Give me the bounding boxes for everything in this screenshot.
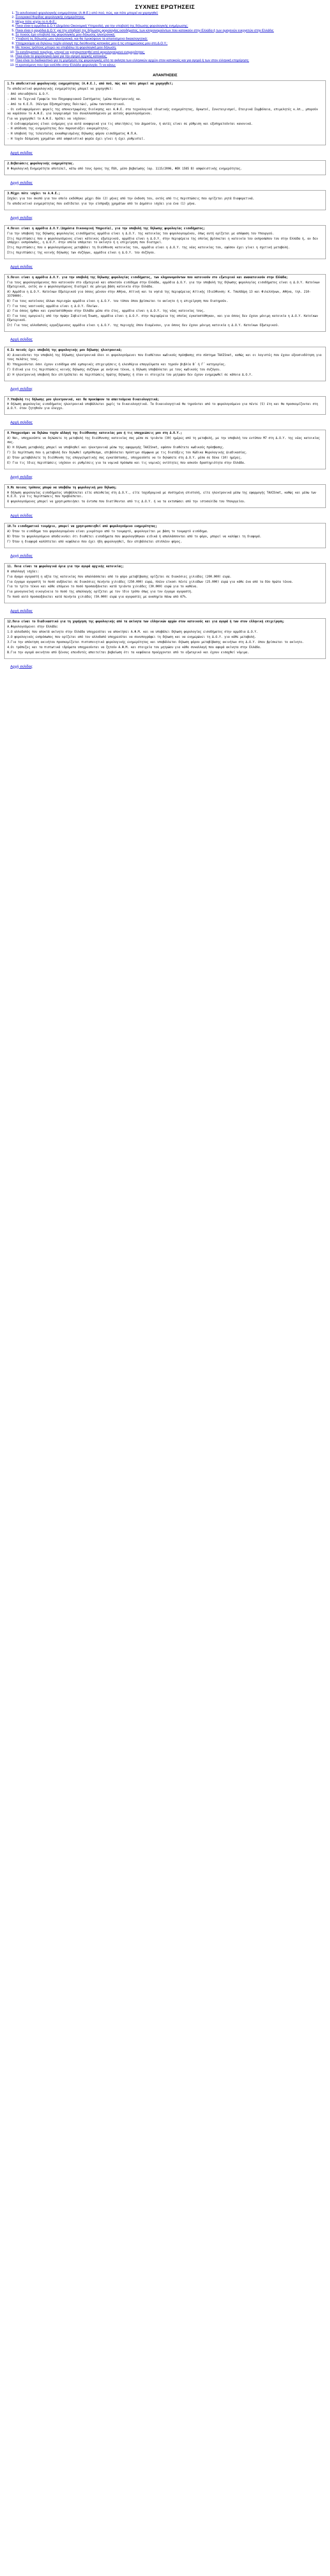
answer-question: 7.Υποβολή τις δήλωσης μου ηλεκτρονικά, και θα προκύψουν τα απαιτούμενα δικαιολογητικά; — [7, 398, 159, 401]
toc-item — [15, 15, 326, 20]
toc-link[interactable]: Συνοριακοί θυρίδας φορολογικής ενημερότητας. — [15, 15, 85, 20]
answer-text: Α) Αρμόδια η Δ.Ο.Υ. Κατοίκων Εξωτερικού για όσους μένουν στην Αθήνα, Αττική και τα νησιά της περιφέρειας Αττικής (διεύθυνση: Κ. Τσαλδάρη 13 και Φιλελλήνων, Αθήνα, τηλ. 210-3379000). — [7, 290, 311, 298]
answer-text: Στις περιπτώσεις που ο φορολογούμενος μεταβάλει τη διεύθυνση κατοικίας του, αρμόδια είναι η Δ.Ο.Υ. της νέας κατοικίας του, εφόσον έχει γίνει η σχετική μεταβολή. — [7, 246, 290, 250]
toc-item — [15, 29, 326, 33]
answer-text: Για να χορηγηθεί το Α.Φ.Ε. πρέπει να ισχύουν: — [7, 117, 87, 121]
answer-text: - Από οποιαδήποτε Δ.Ο.Υ. — [7, 93, 50, 96]
answer-text: Το ποσό αυτό προσαυξάνεται κατά πενήντα χιλιάδες (50.000) ευρώ για αγοραστές με αναπηρία πάνω από 67%. — [7, 596, 188, 599]
toc-link[interactable]: Υποβολή τις δήλωσης μου ηλεκτρονικά, και θα προκύψουν τα απαιτούμενα δικαιολογητικά; — [15, 37, 148, 41]
answers-list — [4, 80, 326, 668]
toc-link[interactable]: Το εισοδηματικό τεκμήριο, μπορεί να χρησιμοποιηθεί από φορολογούμενο ενημερότητας; — [15, 50, 145, 54]
answer-text: - Από τα Κ.Ε.Π. (Κέντρα Εξυπηρέτησης Πολιτών), μέσω ταυτοποιητικού. — [7, 103, 126, 106]
toc-link[interactable]: Σε ποιούς έχει υποβολή της φορολογικής μου δήλωσης ηλεκτρονικά; — [15, 33, 116, 37]
toc-link[interactable]: Η κρατούμενη που έχει εισέλθει στην Ελλάδα φορολογία. Τι να κάνω; — [15, 63, 116, 67]
answer-text: Δ) Η ηλεκτρονική υποβολή δεν επιτρέπεται σε περιπτώσεις πρώτης δήλωσης ή όταν οι στοιχεία του μητρώου δεν έχουν ενημερωθεί σε κάποια Δ.Ο.Υ. — [7, 373, 253, 377]
answer-text: Δ) Για όσους ήρθαν και εγκαταστάθηκαν στην Ελλάδα μέσα στο έτος, αρμόδια είναι η Δ.Ο.Υ. της νέας κατοικίας τους. — [7, 310, 205, 313]
back-to-top-link[interactable]: Αρχή σελίδας — [10, 608, 33, 614]
answer-text: Για μονογονεϊκή οικογένεια το ποσό της απαλλαγής ορίζεται με τον ίδιο τρόπο όπως για τον έγγαμο αγοραστή. — [7, 590, 193, 594]
back-to-top-link[interactable]: Αρχή σελίδας — [10, 513, 33, 518]
back-to-top-link[interactable]: Αρχή σελίδας — [10, 664, 33, 669]
answer-text: Γ) Όταν η διαφορά καλύπτεται από κεφάλαιο που έχει ήδη φορολογηθεί, δεν επιβάλλεται επιπλέον φόρος. — [7, 540, 182, 544]
answer-text: Β) Υποχρεούνται όσοι έχουν εισόδημα από εμπορικές επιχειρήσεις ή ελευθέρια επαγγέλματα και τηρούν βιβλία Β΄ ή Γ΄ κατηγορίας. — [7, 363, 226, 366]
answer-question: 9.Με ποιους τρόπους μπορώ να υποβάλω τη φορολογική μου δήλωση; — [7, 486, 117, 489]
answer-box — [4, 430, 326, 469]
answers-heading: ΑΠΑΝΤΗΣΕΙΣ — [153, 73, 177, 78]
answer-box — [4, 523, 326, 548]
answer-box — [4, 396, 326, 415]
toc-link[interactable]: Ποιοι είναι η αρμόδια Δ.Ο.Υ.(Δημόσια Οικονομική Υπηρεσία), για την υποβολή της δήλωσης φορολογικής ενημέρωσης; — [15, 24, 188, 28]
toc-item — [15, 46, 326, 50]
answer-text: Γ) Σε περίπτωση που η μεταβολή δεν δηλωθεί εμπρόθεσμα, επιβάλλεται πρόστιμο σύμφωνα με τις διατάξεις του Κώδικα Φορολογικής Διαδικασίας. — [7, 451, 248, 454]
answer-box — [4, 563, 326, 603]
toc-item — [15, 59, 326, 63]
answer-text: Γ) Ειδικά για τις περιπτώσεις κοινής δήλωσης συζύγων με ανήλικα τέκνα, η δήλωση υποβάλλεται με τους κωδικούς του συζύγου. — [7, 368, 221, 371]
answer-question: 3.Μέχρι πότε ισχύει το Α.Φ.Ε.; — [7, 192, 60, 195]
answer-text: Η δήλωση φορολογίας εισοδήματος ηλεκτρονικά υποβάλλεται χωρίς τα δικαιολογητικά. Τα δικαιολογητικά θα τηρούνται από το φορολογούμενο για πέντε (5) έτη και θα προσκομίζονται στη Δ.Ο.Υ. όταν ζητηθούν για έλεγχο. — [7, 403, 318, 411]
answer-question: 1.Το αποδεικτικό φορολογικής ενημερότητας (Α.Φ.Ε.), από πού, πώς και πότε μπορεί να χορηγηθεί; — [7, 82, 173, 86]
back-to-top-link[interactable]: Αρχή σελίδας — [10, 180, 33, 185]
answer-box — [4, 274, 326, 332]
answer-text: Α) Ναι, υποχρεούστε να δηλώσετε τη μεταβολή της διεύθυνσης κατοικίας σας μέσα σε τριάντα (30) ημέρες από τη μεταβολή, με την υποβολή του εντύπου Μ7 στη Δ.Ο.Υ. της νέας κατοικίας σας. — [7, 437, 320, 445]
toc-item — [15, 24, 326, 28]
back-to-top-link[interactable]: Αρχή σελίδας — [10, 150, 33, 156]
answer-text: 3.Για την απόκτηση ακινήτου προσκομίζεται πιστοποιητικό φορολογικής ενημερότητας και υποβάλλεται δήλωση φόρου μεταβίβασης ακινήτων στη Δ.Ο.Υ. όπου βρίσκεται το ακίνητο. — [7, 640, 304, 644]
answer-text: - Η υποβολή της τελευταίας εκκαθαρισμένης δήλωσης φόρου εισοδήματος Φ.Π.Α. — [7, 132, 138, 136]
answer-text: Η δήλωση φορολογίας εισοδήματος υποβάλλεται είτε απευθείας στη Δ.Ο.Υ., είτε ταχυδρομικά με συστημένη επιστολή, είτε ηλεκτρονικά μέσω της εφαρμογής TAXISnet, καθώς και μέσω των Κ.Ε.Π. για τις περιπτώσεις που προβλέπεται. — [7, 491, 317, 499]
answer-text: Ε) Για τις ίδιες περιπτώσεις ισχύουν οι ρυθμίσεις για τα νομικά πρόσωπα και τις νομικές οντότητες που ασκούν δραστηριότητα στην Ελλάδα. — [7, 461, 246, 465]
answer-text: 1.Ο αλλοδαπός που αποκτά ακίνητο στην Ελλάδα υποχρεούται να αποκτήσει Α.Φ.Μ. και να υποβάλει δήλωση φορολογίας εισοδήματος στην αρμόδια Δ.Ο.Υ. — [7, 631, 258, 634]
answer-box — [4, 347, 326, 381]
answer-text: Για άγαμο αγοραστή η αξία της κατοικίας που απαλλάσσεται από το φόρο μεταβίβασης ορίζεται σε διακόσιες χιλιάδες (200.000) ευρώ. — [7, 575, 232, 579]
answer-text: - Οι ενδιαφερόμενοι φορείς της αποκεντρωμένης διοίκησης και Α.Φ.Ε. στα τεχνολογικά ιδιωτικής ενημερότητας, Ορκωτοί, Συνεταιρισμοί, Εταιρικά Συμβόλαια, επιμελητές κ.λπ., μπορούν να καρέσουν το Α.Φ.Ε. για λογαριασμό του συναλλασσόμενου με αυτούς φορολογούμενου. — [7, 108, 318, 115]
answer-text: Α) Όταν το εισόδημα του φορολογουμένου είναι μικρότερο από το τεκμαρτό, φορολογείται με βάση το τεκμαρτό εισόδημα. — [7, 530, 209, 534]
answer-text: Το αποδεικτικό ενημερότητας που εκδίδεται για την είσπραξη χρημάτων από το Δημόσιο ισχύει για ένα (1) μήνα. — [7, 202, 196, 206]
toc-link[interactable]: Ποιοι είναι η αρμόδια Δ.Ο.Υ. για την υποβολή της δήλωσης φορολογίας εισοδήματος, των κληρονομούντων που κατοικούν στην Ελλάδα ή των ομογενών ευεργετών στην Ελλάδα; — [15, 28, 274, 32]
answer-text: - Η τυχόν δέσμευση χρημάτων από ασφαλιστικό φορέα έχει γίνει ή έχει ρυθμιστεί. — [7, 138, 145, 141]
back-to-top-link[interactable]: Αρχή σελίδας — [10, 215, 33, 220]
answer-text: - Από τα Τεχνικά Γραφεία του Πληροφοριακού Συστήματος (μέσω Ηλεκτρονικής κα. — [7, 98, 142, 101]
answer-box — [4, 80, 326, 145]
toc-item — [15, 42, 326, 46]
answer-box — [4, 484, 326, 509]
answer-box — [4, 225, 326, 259]
toc-link[interactable]: Ποιο είναι το διαδικαστικό για τη χορήγηση της φορολογικής από τα ακίνητα των ελληνικών αρχών στον κατοικούς και για αγορά ή των στον ελληνική επιχείρηση; — [15, 59, 250, 63]
answer-question: 10.Το εισοδηματικό τεκμήριο, μπορεί να χρησιμοποιηθεί από φορολογούμενο ενημερότητας; — [7, 525, 158, 529]
answer-text: Β.Για την αγορά ακινήτου από ξένους επενδυτές απαιτείται βεβαίωση ότι τα κεφάλαια προέρχονται από το εξωτερικό και έχουν εισαχθεί νόμιμα. — [7, 651, 250, 654]
answer-question: 4.Ποιοι είναι η αρμόδια Δ.Ο.Υ.(Δημόσια Οικονομική Υπηρεσία), για την υποβολή της δήλωσης φορολογίας εισοδήματος; — [7, 227, 205, 230]
answer-text: Στις περιπτώσεις που ο φορολογούμενος είναι κάτοικος εξωτερικού, αρμόδια είναι η Δ.Ο.Υ. στην περιφέρεια της οποίας βρίσκεται η κατοικία του εκπροσώπου του στην Ελλάδα ή, αν δεν υπάρχει εκπρόσωπος, η Δ.Ο.Υ. στην οποία υπάγεται το ακίνητο ή η επιχείρηση που διατηρεί. — [7, 237, 318, 245]
back-to-top-link[interactable]: Αρχή σελίδας — [10, 553, 33, 558]
toc-link[interactable]: Ποια είναι τα φορολογικά όρια για την αγορά αρχικής κατοικίας; — [15, 55, 107, 59]
answer-text: 4.Οι τράπεζες και τα πιστωτικά ιδρύματα υποχρεούνται να ζητούν Α.Φ.Μ. και στοιχεία του μητρώου για κάθε συναλλαγή που αφορά ακίνητα στην Ελλάδα. — [7, 646, 262, 649]
answer-text: Β) Η δήλωση μεταβολής μπορεί να υποβληθεί και ηλεκτρονικά μέσω της εφαρμογής TAXISnet, εφόσον διαθέτετε κωδικούς πρόσβασης. — [7, 446, 225, 449]
answer-question: 12.Ποιο είναι το διαδικαστικό για τη χορήγηση της φορολογικής από τα ακίνητα των ελληνικών αρχών στον κατοικούς και για αγορά ή των στον ελληνική επιχείρηση; — [7, 620, 285, 624]
answer-text: - Η απόδοση της ενημερότητας δεν παρουσιάζει εκκρεμότητες. — [7, 127, 110, 131]
answer-text: Για την υποβολή της δήλωσης φορολογίας εισοδήματος αρμόδια είναι η Δ.Ο.Υ. της κατοικίας του φορολογουμένου, όπως αυτή ορίζεται με απόφαση του Υπουργού. — [7, 232, 274, 235]
back-to-top-link[interactable]: Αρχή σελίδας — [10, 386, 33, 391]
answer-text: Για τους φορολογούμενους που κατοικούν στο εξωτερικό και αποκτούν εισόδημα στην Ελλάδα, αρμόδια Δ.Ο.Υ. για την υποβολή της δήλωσης φορολογίας εισοδήματος είναι η Δ.Ο.Υ. Κατοίκων Εξωτερικού, εκτός αν ο φορολογούμενος διατηρεί σε μόνιμη βάση κατοικία στην Ελλάδα. — [7, 281, 320, 289]
answer-text: Το αποδεικτικό φορολογικής ενημερότητας μπορεί να χορηγηθεί: — [7, 88, 113, 91]
answer-text: Β) Όταν το φορολογούμενο αποδεικνύει ότι διαθέτει εισοδήματα που φορολογήθηκαν ειδικά ή απαλλάσσονται από το φόρο, μπορεί να καλύψει τη διαφορά. — [7, 535, 262, 539]
toc-item — [15, 63, 326, 67]
toc-link[interactable]: Το ασυδοσιακό φορολογικής ενημερότητας (Α.Φ.Ε.) από πού, πώς, και πότε μπορεί να χορηγηθεί; — [15, 11, 158, 15]
answer-text: Ε) Για τους ομογενείς από την πρώην Σοβιετική Ένωση, αρμόδια είναι η Δ.Ο.Υ. στην περιφέρεια της οποίας εγκαταστάθηκαν, και για όσους δεν έχουν μόνιμη κατοικία η Δ.Ο.Υ. Κατοίκων Εξωτερικού. — [7, 315, 318, 323]
answer-question: 11. Ποια είναι τα φορολογικά όρια για την αγορά αρχικής κατοικίας; — [7, 565, 124, 568]
back-to-top-link[interactable]: Αρχή σελίδας — [10, 264, 33, 269]
answer-text: Η Φορολογική Ενημερότητα αποτελεί, κάτω από τους όρους της ΠΟΛ, μέσο βεβαίωσης (αρ. 1115/2006, ΦΕΚ 1585 Β) ασφαλιστικής ενημερότητας. — [7, 167, 242, 171]
answer-text: 2.Ο φορολογικός εκπρόσωπος που ορίζεται από τον αλλοδαπό υποχρεούται να συνυπογράφει τη δήλωση και να ενημερώνει τη Δ.Ο.Υ. για κάθε μεταβολή. — [7, 635, 256, 639]
answer-question: 8.Υποχρεούμαι να δηλώνω τυχόν αλλαγή της διεύθυνσης κατοικίας μου ή τις υποχρεώσεις μου στη Δ.Ο.Υ.; — [7, 432, 182, 435]
answer-box — [4, 190, 326, 210]
answer-text: Β) Για τους κατοίκους άλλων περιοχών αρμόδια είναι η Δ.Ο.Υ. του τόπου όπου βρίσκεται το ακίνητο ή η επιχείρηση που διατηρούν. — [7, 299, 228, 303]
toc-link[interactable]: Υποχρεούμαι να δηλώνω τυχόν αλλαγή της διεύθυνσης κατοικίας μου ή τις υποχρεώσεις μου στη Δ.Ο.Υ.; — [15, 41, 168, 45]
toc-item — [15, 20, 326, 24]
answer-box — [4, 618, 326, 658]
answer-box — [4, 160, 326, 175]
answer-text: Στις περιπτώσεις της κοινής δήλωσης των συζύγων, αρμόδια είναι η Δ.Ο.Υ. του συζύγου. — [7, 251, 156, 255]
answer-question: 5.Ποιοι είναι η αρμόδια Δ.Ο.Υ. για την υποβολή της δήλωσης φορολογίας εισοδήματος, των κληρονομούντων που κατοικούν στο εξωτερικό και ανακατοικούν στην Ελλάδα; — [7, 276, 288, 280]
answer-text: Ισχύει για τον σκοπό για τον οποίο εκδόθηκε μέχρι δύο (2) μήνες από την έκδοση του, εκτός από τις περιπτώσεις που ορίζεται ρητά διαφορετικά. — [7, 197, 255, 200]
back-to-top-link[interactable]: Αρχή σελίδας — [10, 474, 33, 479]
answer-text: Στ) Για τους αλλοδαπούς εργαζόμενους αρμόδια είναι η Δ.Ο.Υ. της περιοχής όπου διαμένουν, για όσους δεν έχουν μόνιμη κατοικία η Δ.Ο.Υ. Κατοίκων Εξωτερικού. — [7, 324, 279, 328]
answer-question: 2.Βεβαιώσεις φορολογικής ενημερότητας. — [7, 162, 75, 166]
toc-item — [15, 37, 326, 41]
answer-text: Ο φορολογούμενος μπορεί να χρησιμοποιήσει τα έντυπα που διατίθενται από τις Δ.Ο.Υ. ή να τα εκτυπώσει από την ιστοσελίδα του Υπουργείου. — [7, 500, 246, 504]
answer-text: Γ) Για τους ναυτικούς αρμόδια είναι η Δ.Ο.Υ. Πλοίων. — [7, 304, 100, 308]
page-title: ΣΥΧΝΕΣ ΕΡΩΤΗΣΕΙΣ — [135, 4, 195, 10]
back-to-top-link[interactable]: Αρχή σελίδας — [10, 337, 33, 342]
table-of-contents — [4, 11, 326, 67]
faq-page — [0, 0, 330, 669]
toc-link[interactable]: Με ποιους τρόπους μπορώ να υποβάλω τη φορολογική μου δήλωση; — [15, 46, 117, 50]
answer-text: Δ) Όταν μεταβάλλετε τη διεύθυνση της επαγγελματικής σας εγκατάστασης, υποχρεούστε να το δηλώσετε στη Δ.Ο.Υ. μέσα σε δέκα (10) ημέρες. — [7, 456, 242, 460]
answer-text: Α) Δικαιούνται την υποβολή της δήλωσης ηλεκτρονικά όλοι οι φορολογούμενοι που διαθέτουν κωδικούς πρόσβασης στο σύστημα TAXISnet, καθώς και οι λογιστές που έχουν εξουσιοδότηση για τους πελάτες τους. — [7, 354, 322, 361]
answer-text: Η απαλλαγή ισχύει: — [7, 570, 39, 573]
back-to-top-link[interactable]: Αρχή σελίδας — [10, 420, 33, 425]
toc-link[interactable]: Μέχρι πότε ισχύει το Α.Φ.Ε.; — [15, 20, 57, 24]
toc-item — [15, 50, 326, 55]
answer-text: Α.Φορολογούμενοι στην Ελλάδα: — [7, 625, 59, 629]
answer-text: Για το τρίτο τέκνο και κάθε επόμενο το ποσό προσαυξάνεται κατά τριάντα χιλιάδες (30.000) ευρώ για το καθένα. — [7, 585, 198, 589]
answer-text: - Ο ενδιαφερόμενος είναι ενήμερος για αυτά αναφορικά για τις απαιτήσεις του Δημοσίου, ή αυτές είναι σε ρύθμιση και εξυπηρετούνται κανονικά. — [7, 122, 253, 126]
answer-text: Για έγγαμο αγοραστή το ποσό αυξάνεται σε διακόσιες πενήντα χιλιάδες (250.000) ευρώ, πλέον είκοσι πέντε χιλιάδων (25.000) ευρώ για κάθε ένα από τα δύο πρώτα τέκνα. — [7, 580, 293, 584]
answer-question: 6.Σε ποιούς έχει υποβολή της φορολογικής μου δήλωσης ηλεκτρονικά; — [7, 349, 122, 352]
